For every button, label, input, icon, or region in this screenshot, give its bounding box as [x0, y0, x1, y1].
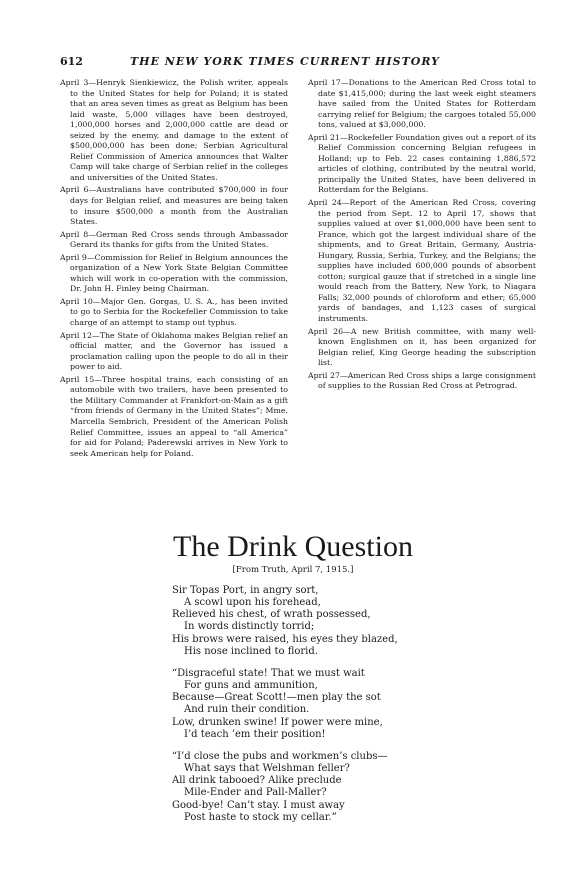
poem-stanza [172, 585, 512, 658]
poem-line: All drink tabooed? Alike preclude [172, 775, 342, 787]
poem-source: [From Truth, April 7, 1915.] [232, 565, 354, 575]
page-number: 612 [60, 55, 83, 68]
poem-line: Post haste to stock my cellar.” [184, 811, 337, 823]
chronology-entry: April 24—Report of the American Red Cross, covering the period from Sept. 12 to April 17, shows that supplies valued at over $1,000,000 have been sent to France, which got the largest individual share of the shipments, and to Great Britain, Germany, Austria-Hungary, Russia, Serbia, Turkey, and the Belgians; the supplies have included 600,000 pounds of absorbent cotton; surgical gauze that if stretched in a single line would reach from the Battery, New York, to Niagara Falls; 32,000 pounds of chloroform and ether; 65,000 yards of bandages, and 1,123 cases of surgical instruments. [308, 198, 536, 324]
chronology-entry: April 27—American Red Cross ships a large consignment of supplies to the Russian Red Cross at Petrograd. [308, 370, 536, 391]
chronology-entry: April 10—Major Gen. Gorgas, U. S. A., has been invited to go to Serbia for the Rockefeller Commission to take charge of an attempt to stamp out typhus. [60, 296, 288, 328]
poem-line: Good-bye! Can’t stay. I must away [172, 799, 345, 811]
poem-line: “Disgraceful state! That we must wait [172, 667, 365, 679]
poem-line: What says that Welshman feller? [184, 763, 350, 775]
poem-stanza [172, 751, 512, 824]
chronology-entry: April 8—German Red Cross sends through Ambassador Gerard its thanks for gifts from the United States. [60, 229, 288, 250]
poem-line: His brows were raised, his eyes they blazed, [172, 633, 398, 645]
poem-line: Low, drunken swine! If power were mine, [172, 716, 383, 728]
poem-line: I’d teach ’em their position! [184, 728, 326, 740]
poem-line: His nose inclined to florid. [184, 645, 318, 657]
chronology-entry: April 15—Three hospital trains, each consisting of an automobile with two trailers, have been presented to the Military Commander at Frankfort-on-Main as a gift “from friends of Germany in the United States”; Mme. Marcella Sembrich, President of the American Polish Relief Committee, issues an appeal to “all America” for aid for Poland; Paderewski arrives in New York to seek American help for Poland. [60, 374, 288, 458]
chronology-entry: April 12—The State of Oklahoma makes Belgian relief an official matter, and the Governor has issued a proclamation calling upon the people to do all in their power to aid. [60, 330, 288, 372]
poem-line: And ruin their condition. [184, 704, 310, 716]
right-column [308, 78, 536, 394]
poem-line: Relieved his chest, of wrath possessed, [172, 609, 371, 621]
poem-title: The Drink Question [173, 530, 413, 563]
chronology-entry: April 9—Commission for Relief in Belgium announces the organization of a New York State Belgian Committee which will work in co-operation with the commission, Dr. John H. Finley being Chairman. [60, 252, 288, 294]
chronology-entry: April 26—A new British committee, with many well-known Englishmen on it, has been organized for Belgian relief, King George heading the subscription list. [308, 326, 536, 368]
poem-line: In words distinctly torrid; [184, 621, 315, 633]
poem-line: A scowl upon his forehead, [184, 597, 321, 609]
page-header [60, 55, 536, 69]
poem-line: Mile-Ender and Pall-Maller? [184, 787, 327, 799]
chronology-entry: April 3—Henryk Sienkiewicz, the Polish writer, appeals to the United States for help for Poland; it is stated that an area seven times as great as Belgium has been laid waste, 5,000 villages have been destroyed, 1,000,000 horses and 2,000,000 cattle are dead or seized by the enemy, and damage to the extent of $500,000,000 has been done; Serbian Agricultural Relief Commission of America announces that Walter Camp will take charge of Serbian relief in the colleges and universities of the United States. [60, 78, 288, 182]
poem-line: Sir Topas Port, in angry sort, [172, 585, 319, 596]
chronology-entry: April 21—Rockefeller Foundation gives out a report of its Relief Commission concerning Belgian refugees in Holland; up to Feb. 22 cases containing 1,886,572 articles of clothing, contributed by the neutral world, principally the United States, have been delivered in Rotterdam for the Belgians. [308, 132, 536, 195]
left-column [60, 78, 288, 461]
poem-line: “I’d close the pubs and workmen’s clubs— [172, 750, 388, 762]
chronology-entry: April 17—Donations to the American Red Cross total to date $1,415,000; during the last week eight steamers have sailed from the United States for Rotterdam carrying relief for Belgium; the cargoes totaled 55,000 tons, valued at $3,000,000. [308, 78, 536, 130]
poem-stanza [172, 668, 512, 741]
poem-line: For guns and ammunition, [184, 680, 318, 692]
poem-line: Because—Great Scott!—men play the sot [172, 692, 381, 704]
chronology-entry: April 6—Australians have contributed $700,000 in four days for Belgian relief, and measures are being taken to insure $500,000 a month from the Australian States. [60, 185, 288, 227]
poem-body [172, 585, 512, 834]
running-title: THE NEW YORK TIMES CURRENT HISTORY [130, 55, 441, 68]
